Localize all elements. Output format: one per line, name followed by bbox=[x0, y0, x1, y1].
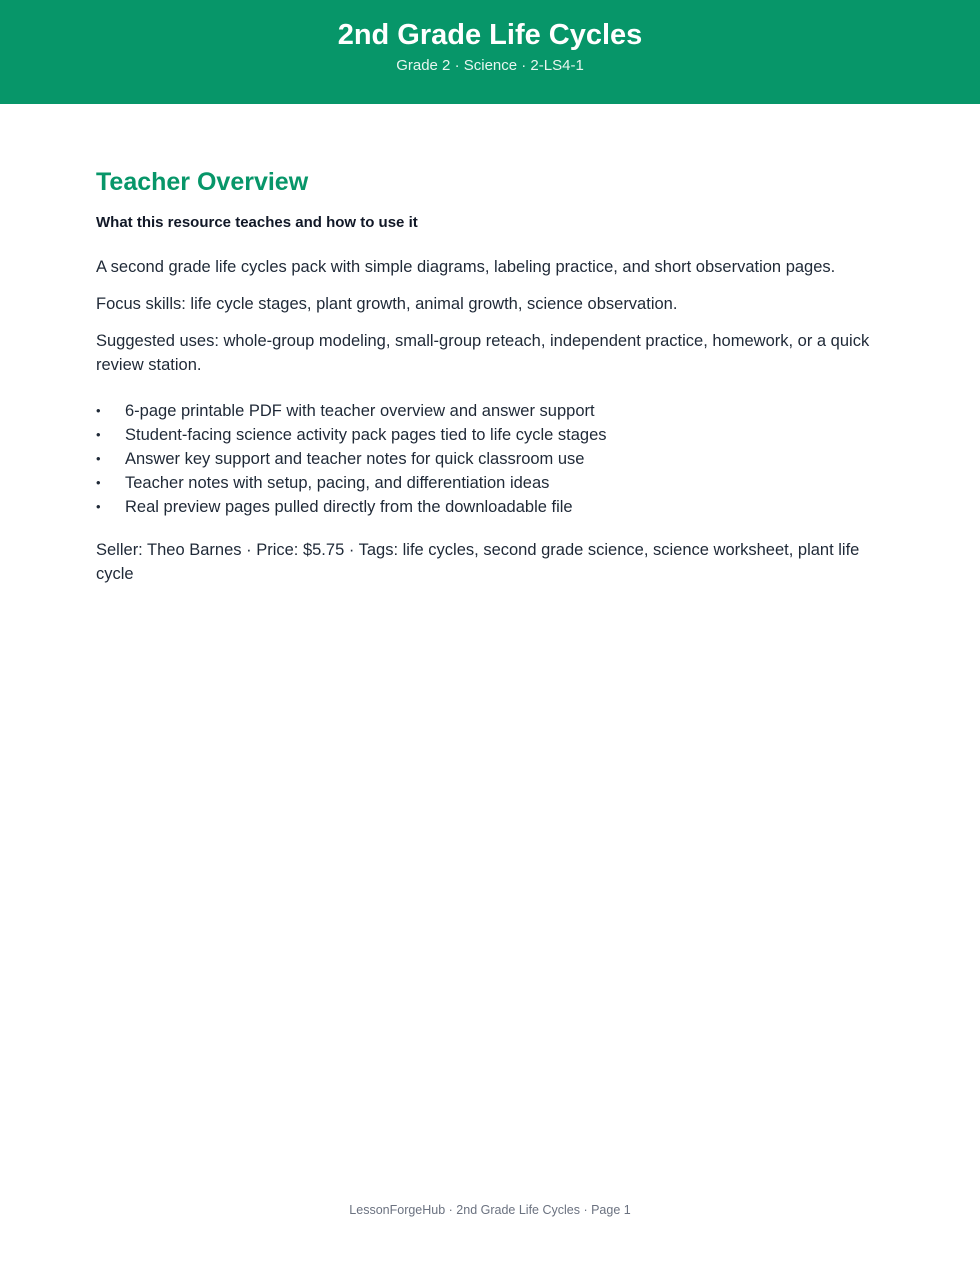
list-item bbox=[96, 471, 896, 495]
overview-description: A second grade life cycles pack with simple diagrams, labeling practice, and short observation pages. bbox=[96, 258, 836, 276]
main-content bbox=[96, 166, 896, 586]
page-footer: LessonForgeHub · 2nd Grade Life Cycles · Page 1 bbox=[349, 1203, 631, 1217]
bullet-icon: • bbox=[96, 475, 101, 490]
list-item-text: Teacher notes with setup, pacing, and differentiation ideas bbox=[125, 474, 550, 492]
feature-list bbox=[96, 399, 896, 519]
suggested-uses: Suggested uses: whole-group modeling, small-group reteach, independent practice, homework, or a quick review station. bbox=[96, 332, 870, 374]
list-item-text: 6-page printable PDF with teacher overview and answer support bbox=[125, 402, 595, 420]
list-item bbox=[96, 495, 896, 519]
focus-skills: Focus skills: life cycle stages, plant growth, animal growth, science observation. bbox=[96, 295, 678, 313]
title-banner bbox=[0, 0, 980, 104]
section-subheading: What this resource teaches and how to use it bbox=[96, 214, 418, 231]
list-item bbox=[96, 447, 896, 471]
seller-meta: Seller: Theo Barnes · Price: $5.75 · Tags: life cycles, second grade science, science worksheet, plant life cycle bbox=[96, 541, 860, 583]
list-item-text: Student-facing science activity pack pages tied to life cycle stages bbox=[125, 426, 607, 444]
document-subtitle: Grade 2 · Science · 2-LS4-1 bbox=[396, 57, 584, 74]
list-item bbox=[96, 423, 896, 447]
bullet-icon: • bbox=[96, 451, 101, 466]
bullet-icon: • bbox=[96, 499, 101, 514]
document-title: 2nd Grade Life Cycles bbox=[337, 19, 643, 51]
bullet-icon: • bbox=[96, 427, 101, 442]
list-item-text: Answer key support and teacher notes for quick classroom use bbox=[125, 450, 585, 468]
list-item-text: Real preview pages pulled directly from the downloadable file bbox=[125, 498, 573, 516]
bullet-icon: • bbox=[96, 403, 101, 418]
list-item bbox=[96, 399, 896, 423]
section-heading: Teacher Overview bbox=[96, 168, 309, 196]
